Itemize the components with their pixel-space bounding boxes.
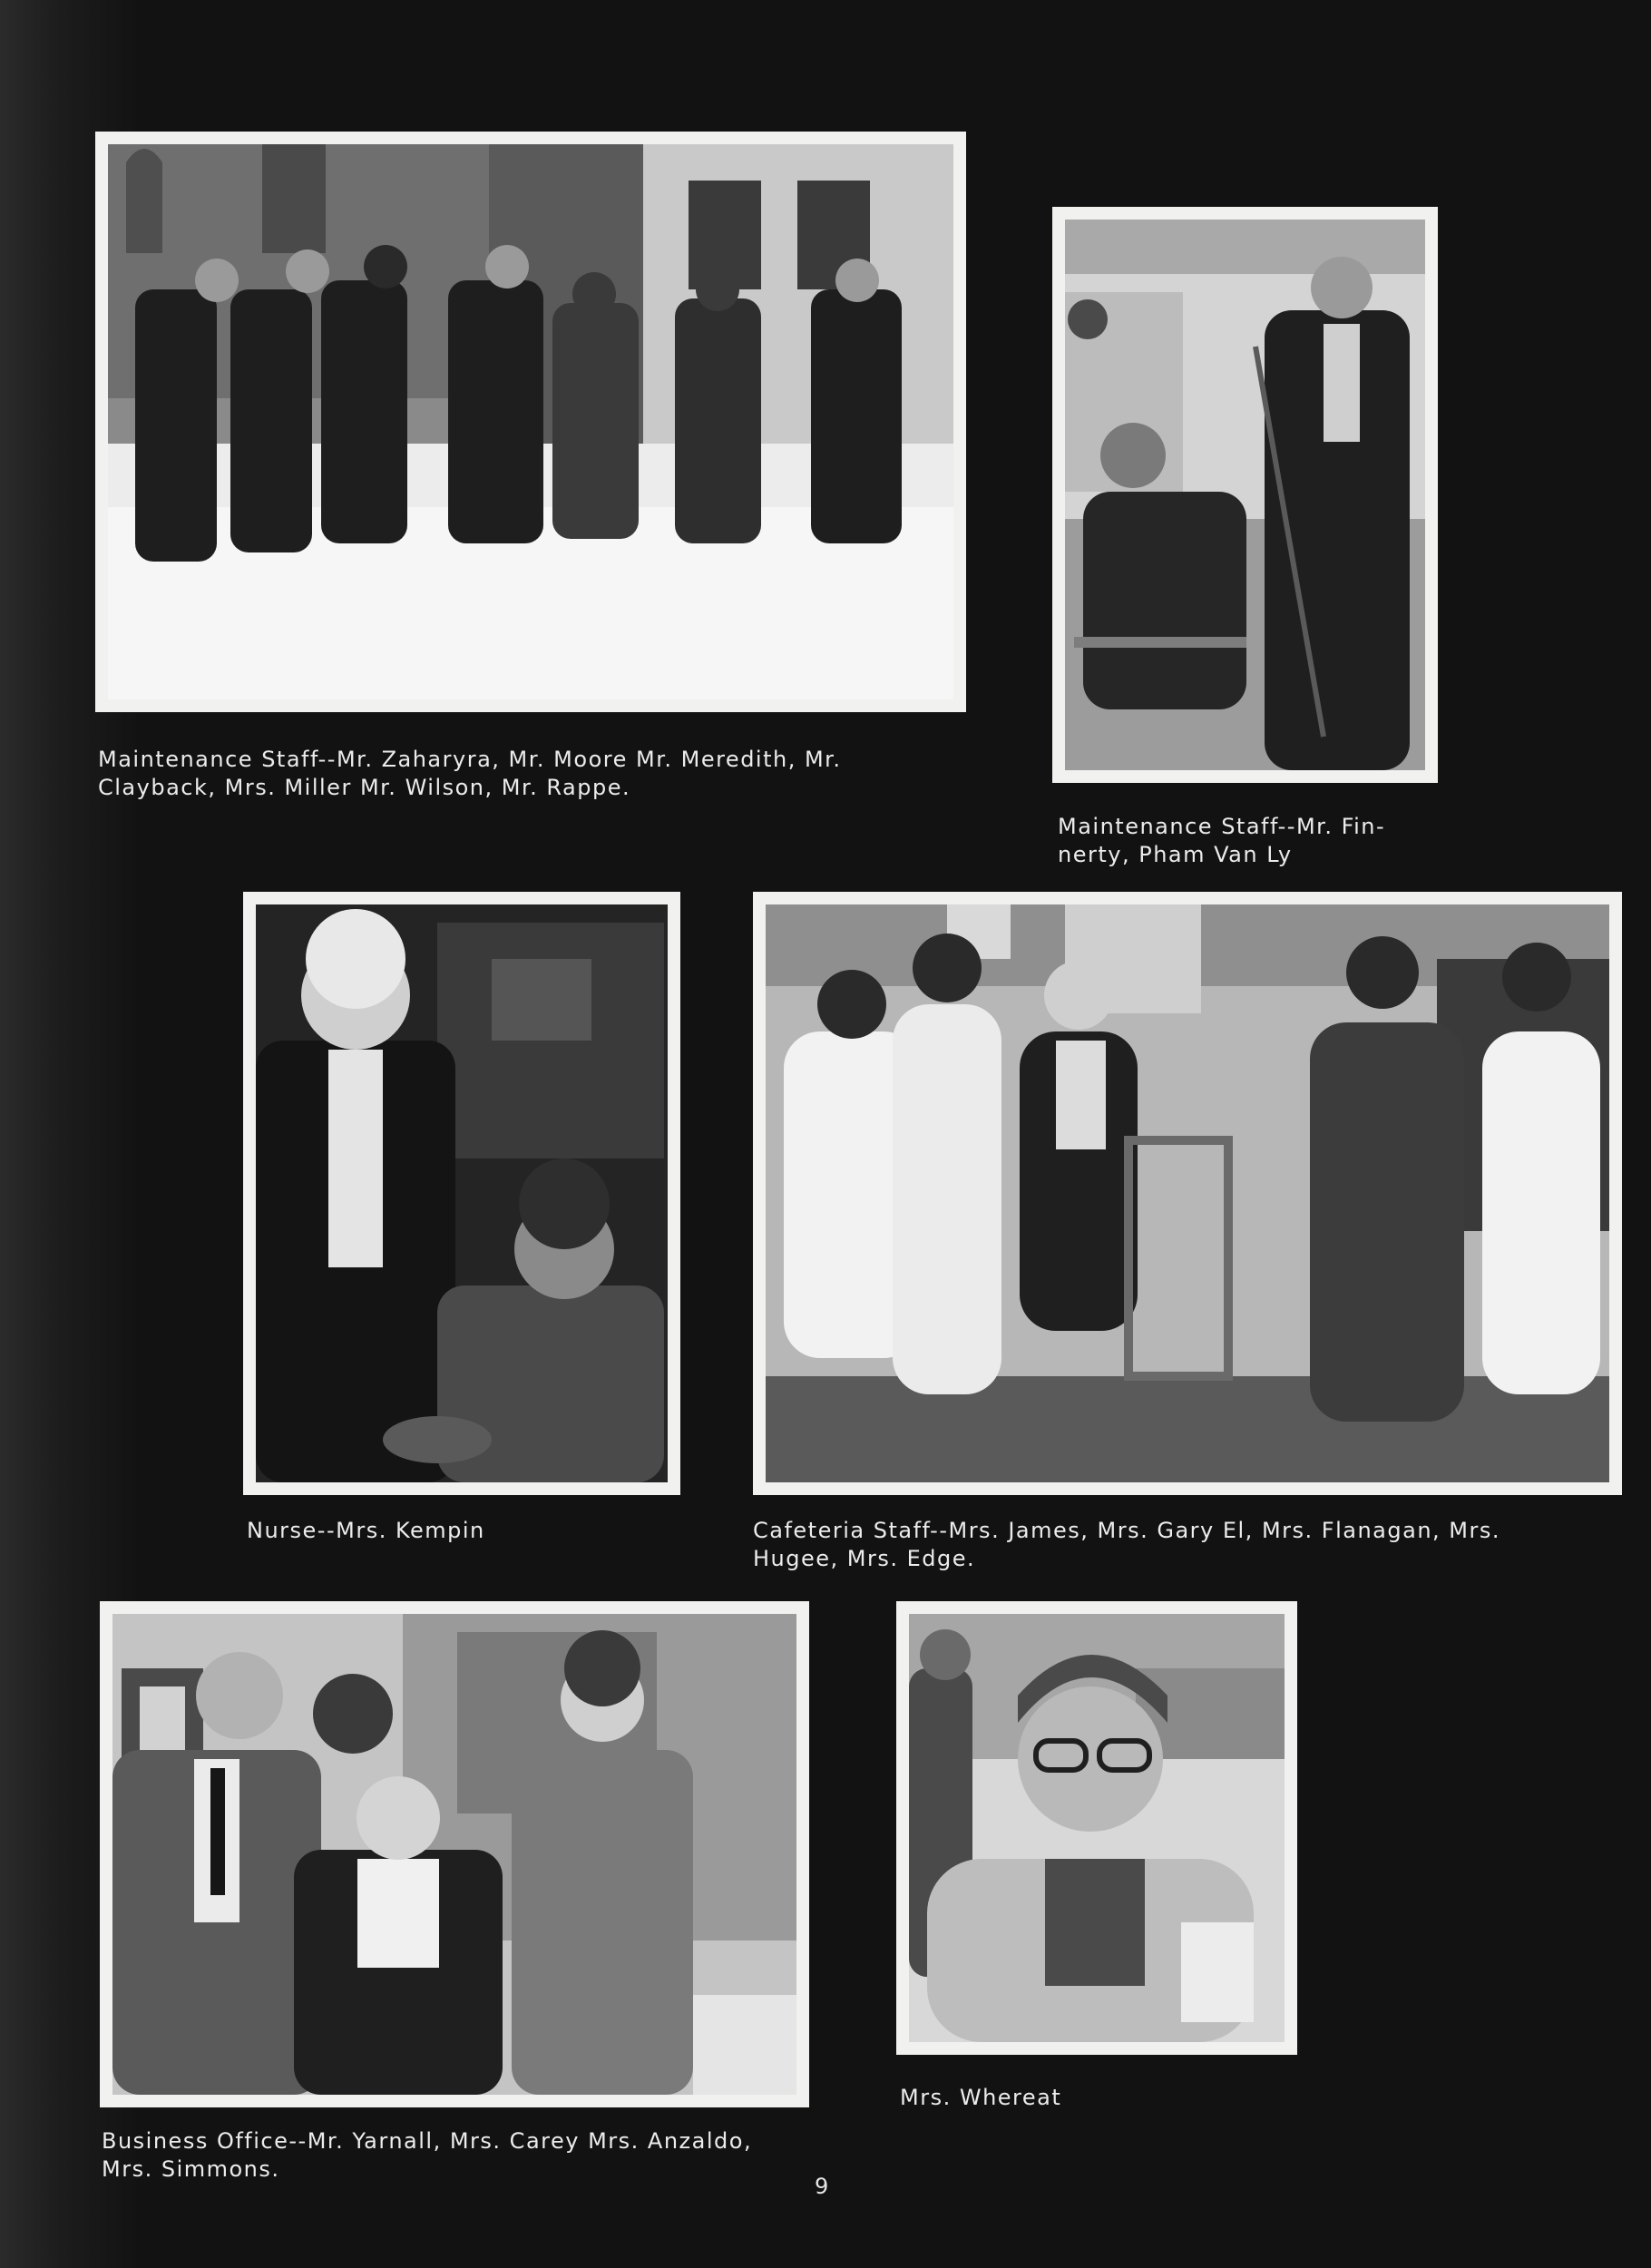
photo-nurse [243,892,680,1495]
photo-maintenance-staff-group [95,132,966,712]
caption-line: Mrs. Simmons. [102,2156,280,2182]
caption-maintenance-staff-pair [1058,813,1385,869]
caption-mrs-whereat [900,2084,1061,2112]
maintenance-staff-pair-image [1065,220,1425,770]
photo-business-office [100,1601,809,2107]
caption-line: Maintenance Staff--Mr. Zaharyra, Mr. Moore Mr. Meredith, Mr. [98,747,842,772]
nurse-image [256,904,668,1482]
caption-maintenance-staff-group [98,746,841,802]
caption-line: nerty, Pham Van Ly [1058,842,1293,867]
caption-line: Cafeteria Staff--Mrs. James, Mrs. Gary El, Mrs. Flanagan, Mrs. [753,1518,1500,1543]
caption-business-office [102,2127,752,2184]
caption-line: Hugee, Mrs. Edge. [753,1546,976,1571]
caption-line: Maintenance Staff--Mr. Fin- [1058,814,1386,839]
caption-line: Clayback, Mrs. Miller Mr. Wilson, Mr. Rappe. [98,775,631,800]
mrs-whereat-image [909,1614,1285,2042]
caption-nurse [247,1517,485,1545]
maintenance-staff-group-image [108,144,953,699]
photo-mrs-whereat [896,1601,1297,2055]
caption-cafeteria-staff [753,1517,1500,1573]
caption-line: Nurse--Mrs. Kempin [247,1518,485,1543]
business-office-image [112,1614,796,2095]
photo-maintenance-staff-pair [1052,207,1438,783]
page-number: 9 [815,2174,829,2199]
caption-line: Business Office--Mr. Yarnall, Mrs. Carey Mrs. Anzaldo, [102,2128,753,2154]
caption-line: Mrs. Whereat [900,2085,1062,2110]
cafeteria-staff-image [766,904,1609,1482]
photo-cafeteria-staff [753,892,1622,1495]
